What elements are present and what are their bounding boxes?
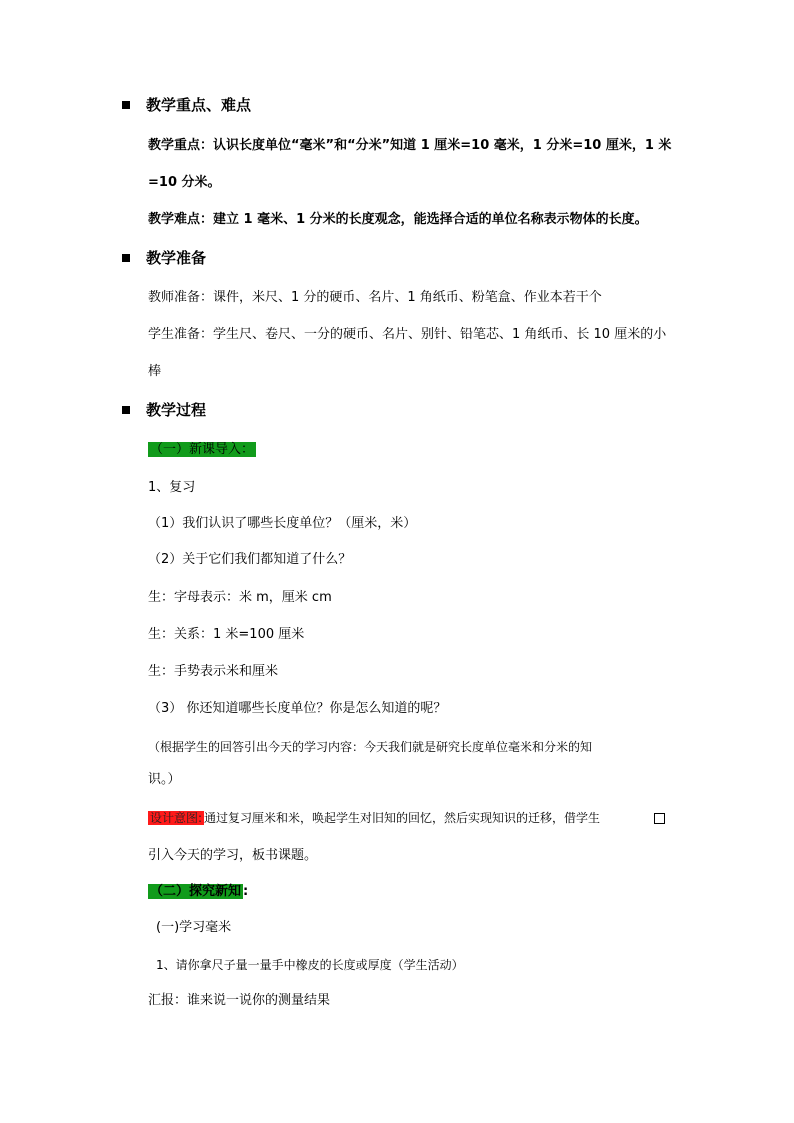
review-item: 1、复习 [148,480,196,495]
answer-2: 生：关系：1 米=100 厘米 [148,627,305,642]
note-line1: （根据学生的回答引出今天的学习内容：今天我们就是研究长度单位毫米和分米的知 [148,740,593,754]
question-1: （1）我们认识了哪些长度单位？（厘米，米） [148,516,417,531]
section-heading-process [122,400,206,420]
subsection-millimeter: (一)学习毫米 [156,920,232,935]
empty-box-icon [654,813,665,824]
question-2: （2）关于它们我们都知道了什么？ [148,552,352,567]
part2-label [148,882,248,902]
answer-1: 生：字母表示：米 m，厘米 cm [148,590,332,605]
square-bullet-icon [122,254,130,262]
question-3: （3） 你还知道哪些长度单位？你是怎么知道的呢？ [148,701,447,716]
section-heading-key-points [122,95,251,115]
design-intent-text: 通过复习厘米和米，唤起学生对旧知的回忆，然后实现知识的迁移，借学生 [204,811,601,825]
heading-text: 教学过程 [146,401,207,419]
answer-3: 生：手势表示米和厘米 [148,664,279,679]
student-preparation-line2: 棒 [148,364,162,379]
measuring-activity: 1、请你拿尺子量一量手中橡皮的长度或厚度（学生活动） [156,958,464,972]
part1-highlight: （一）新课导入： [150,442,255,457]
part1-label [148,440,256,460]
note-line2: 识。） [148,772,181,787]
square-bullet-icon [122,406,130,414]
heading-text: 教学准备 [146,249,207,267]
teaching-focus-line2: =10 分米。 [148,175,221,190]
square-bullet-icon [122,101,130,109]
design-intent-label: 设计意图: [150,811,203,825]
teaching-difficulty: 教学难点：建立 1 毫米、1 分米的长度观念，能选择合适的单位名称表示物体的长度。 [148,212,648,227]
teacher-preparation: 教师准备：课件，米尺、1 分的硬币、名片、1 角纸币、粉笔盒、作业本若干个 [148,290,602,305]
student-preparation-line1: 学生准备：学生尺、卷尺、一分的硬币、名片、别针、铅笔芯、1 角纸币、长 10 厘米的小 [148,327,667,342]
report-prompt: 汇报：谁来说一说你的测量结果 [148,993,331,1008]
part2-highlight: （二）探究新知 [150,884,242,899]
design-intent-line [148,808,600,828]
heading-text: 教学重点、难点 [146,96,252,114]
teaching-focus-line1: 教学重点：认识长度单位“毫米”和“分米”知道 1 厘米=10 毫米，1 分米=10 厘米，1 米 [148,138,672,153]
part2-colon: : [243,884,249,899]
design-intent-line2: 引入今天的学习，板书课题。 [148,848,318,863]
section-heading-preparation [122,248,206,268]
